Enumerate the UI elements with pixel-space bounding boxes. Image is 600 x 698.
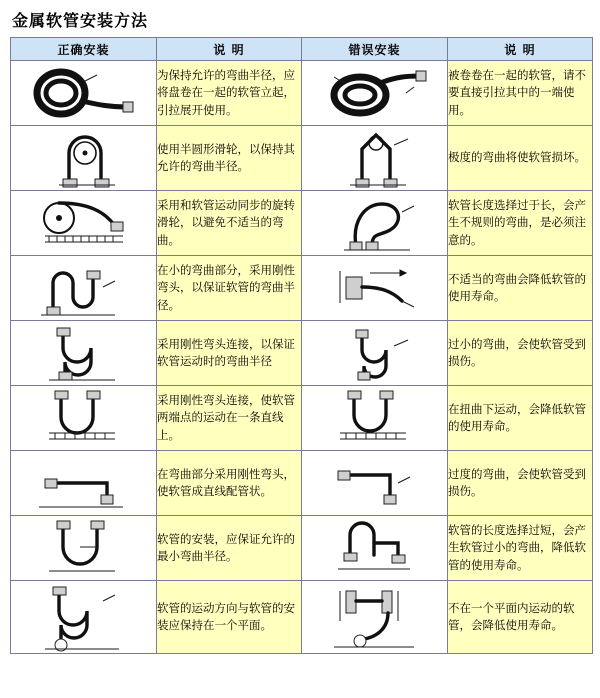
correct-desc: 软管的安装，应保证允许的最小弯曲半径。 <box>157 516 302 581</box>
table-row <box>11 386 593 451</box>
page-title: 金属软管安装方法 <box>12 11 149 30</box>
same-plane-motion-icon <box>11 581 157 654</box>
correct-desc: 采用刚性弯头连接，使软管两端点的运动在一条直线上。 <box>157 386 302 451</box>
wrong-desc: 软管的长度选择过短，会产生软管过小的弯曲，降低软管的使用寿命。 <box>448 516 593 581</box>
sharp-bend-pulley-icon <box>302 126 448 191</box>
semicircle-guide-pulley-icon <box>11 126 157 191</box>
too-small-bend-radius-icon <box>302 321 448 386</box>
over-bending-elbow-icon <box>302 451 448 516</box>
correct-desc: 在小的弯曲部分，采用刚性弯头，以保证软管的弯曲半径。 <box>157 256 302 321</box>
min-bend-radius-u-icon <box>11 516 157 581</box>
wrong-desc: 在扭曲下运动，会降低软管的使用寿命。 <box>448 386 593 451</box>
correct-desc: 软管的运动方向与软管的安装应保持在一个平面。 <box>157 581 302 654</box>
table-header-row <box>11 38 593 61</box>
coiled-hose-pulled-icon <box>302 61 448 126</box>
table-row <box>11 126 593 191</box>
table-row <box>11 581 593 654</box>
table-row <box>11 451 593 516</box>
table-row <box>11 61 593 126</box>
wrong-desc: 过小的弯曲，会使软管受到损伤。 <box>448 321 593 386</box>
rigid-bend-connection-u-icon <box>11 321 157 386</box>
wrong-desc: 被卷卷在一起的软管，请不要直接引拉其中的一端使用。 <box>448 61 593 126</box>
coiled-hose-roll-icon <box>11 61 157 126</box>
rotating-pulley-sync-icon <box>11 191 157 256</box>
improper-bend-clamp-icon <box>302 256 448 321</box>
header-wrong-install: 错误安装 <box>302 38 448 61</box>
table-row <box>11 191 593 256</box>
table-row <box>11 321 593 386</box>
wrong-desc: 不适当的弯曲会降低软管的使用寿命。 <box>448 256 593 321</box>
rigid-elbow-straight-pipe-icon <box>11 451 157 516</box>
correct-desc: 采用刚性弯头连接，以保证软管运动时的弯曲半径 <box>157 321 302 386</box>
excess-length-small-bend-icon <box>302 516 448 581</box>
correct-desc: 在弯曲部分采用刚性弯头，使软管成直线配管状。 <box>157 451 302 516</box>
table-row <box>11 516 593 581</box>
header-correct-desc: 说 明 <box>157 38 302 61</box>
correct-desc: 使用半圆形滑轮，以保持其允许的弯曲半径。 <box>157 126 302 191</box>
header-wrong-desc: 说 明 <box>448 38 593 61</box>
torsion-motion-u-icon <box>302 386 448 451</box>
table-row <box>11 256 593 321</box>
header-correct-install: 正确安装 <box>11 38 157 61</box>
wrong-desc: 不在一个平面内运动的软管，会降低使用寿命。 <box>448 581 593 654</box>
correct-desc: 采用和软管运动同步的旋转滑轮，以避免不适当的弯曲。 <box>157 191 302 256</box>
excess-length-irregular-bend-icon <box>302 191 448 256</box>
rigid-elbow-small-bend-icon <box>11 256 157 321</box>
correct-desc: 为保持允许的弯曲半径，应将盘卷在一起的软管立起，引拉展开使用。 <box>157 61 302 126</box>
installation-methods-table <box>10 37 593 654</box>
rigid-elbow-straight-line-icon <box>11 386 157 451</box>
wrong-desc: 软管长度选择过于长，会产生不规则的弯曲，是必须注意的。 <box>448 191 593 256</box>
wrong-desc: 极度的弯曲将使软管损坏。 <box>448 126 593 191</box>
out-of-plane-motion-icon <box>302 581 448 654</box>
wrong-desc: 过度的弯曲，会使软管受到损伤。 <box>448 451 593 516</box>
